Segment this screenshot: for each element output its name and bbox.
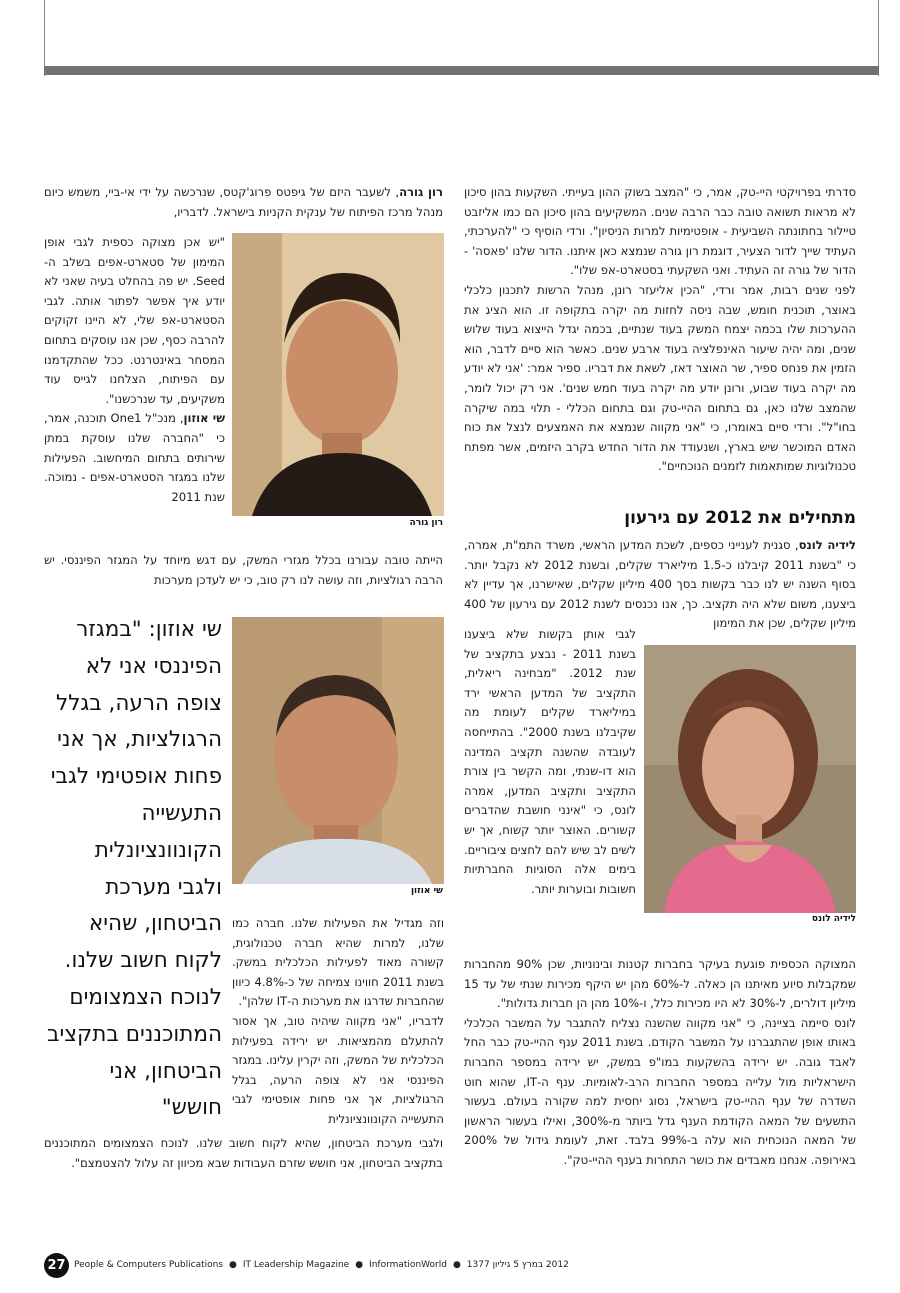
- footer-brand: InformationWorld: [369, 1260, 447, 1270]
- paragraph: המצוקה הכספית פוגעת בעיקר בחברות קטנות ובינוניות, שכן 90% מהחברות שמקבלות סיוע מאיתנו הן כאלה. ל-60% מהן יש היקף מכירות שנתי של עד 15 מיליון דולרים, ל-30% לא היו מכירות כלל, ו-10% מהן הן חברות גדולות".: [464, 957, 856, 1011]
- paragraph: ולגבי מערכת הביטחון, שהיא לקוח חשוב שלנו. לנוכח הצמצומים המתוכננים בתקציב הביטחון, אני חושש שזרם העבודות שבא מכיוון זה עלול להצטמצם".: [44, 1136, 443, 1170]
- lydia-narrow-column: [464, 625, 636, 899]
- pull-quote: שי אוזון: "במגזר הפיננסי אני לא צופה הרעה, בגלל הרגולציות, אך אני פחות אופטימי לגבי התעשייה הקונוונציונלית ולגבי מערכת הביטחון, שהיא לקוח חשוב שלנו. לנוכח הצמצומים המתוכננים בתקציב הביטחון, אני חושש": [47, 617, 222, 1121]
- lydia-lead-paragraph: [464, 536, 856, 634]
- paragraph-text: , לשעבר היזם של גיפטס פרוג'קטס, שנרכשה על ידי אי-ביי, משמש כיום מנהל מרכז הפיתוח של ענקית הקניות בישראל. לדבריו,: [44, 185, 443, 219]
- paragraph: הייתה טובה עבורנו בכלל מגזרי המשק, עם דגש מיוחד על המגזר הפיננסי. יש הרבה רגולציות, וזה עושה לנו רק טוב, כי יש לעדכן מערכות: [44, 553, 443, 587]
- page-footer: [44, 1252, 879, 1278]
- paragraph: לדבריו, "אני מקווה שיהיה טוב, אך אסור להתעלם מהמציאות. יש ירידה בפעילות הכלכלית של המשק, וזה יקרין עלינו. במגזר הפיננסי אני לא צופה הרעה, בגלל הרגולציות, אך אני פחות אופטימי לגבי התעשייה הקונוונציונלית: [232, 1013, 444, 1126]
- ron-narrow-column: [44, 233, 225, 507]
- ron-lead-paragraph: [44, 183, 443, 222]
- caption-shai: שי אוזון: [410, 886, 443, 896]
- paragraph-text: , סגנית לענייני כספים, לשכת המדען הראשי, משרד התמ"ת, אמרה, כי "בשנת 2011 קיבלנו כ-1.5 מיליארד שקלים, ובשנת 2012 לא נקבל יותר. בסוף השנה יש לנו כבר בקשות בסך 400 מיליון שקלים, שאישרנו, אך עדיין לא ביצענו, משום שלא היה תקציב. כך, אנו נכנסים לשנת 2012 עם גירעון של 400 מיליון שקלים, שכן את המימון: [464, 538, 856, 631]
- portrait-shai: [232, 617, 444, 884]
- photo-ron-gura: [232, 233, 444, 516]
- page-frame-left: [44, 0, 45, 76]
- section-heading: מתחילים את 2012 עם גירעון: [624, 508, 856, 528]
- paragraph-text: , מנכ"ל One1 תוכנה, אמר, כי "החברה שלנו עוסקת במתן שירותים בתחום המיחשוב. הפעילות שלנו במגזר הסטארט-אפים - נמוכה. שנת 2011: [44, 411, 225, 504]
- separator-dot: ●: [229, 1260, 237, 1270]
- right-column-top: [464, 183, 856, 477]
- portrait-ron: [232, 233, 444, 516]
- caption-ron: רון גורה: [409, 518, 443, 528]
- shai-bottom-paragraph: [44, 1134, 443, 1173]
- speaker-name: רון גורה: [399, 185, 443, 199]
- footer-issue: 2012 במרץ 5 גיליון 1377: [466, 1260, 569, 1270]
- speaker-name: שי אוזון: [183, 411, 225, 426]
- paragraph: לגבי אותן בקשות שלא ביצענו בשנת 2011 - נבצע בתקציב של שנת 2012. "מבחינה ריאלית, התקציב של המדען הראשי ירד במיליארד שקלים לעומת מה שקיבלנו בשנת 2000". בהתייחסה לעובדה שהשנה תקציב המדינה הוא דו-שנתי, ומה הקשר בין צורת התקציב ותקציב המדען, אמרה לונס, כי "אינני חושבת שהדברים קשורים. האוצר יותר קשוח, אך יש לשים לב שיש להם לחצים ציבוריים. בימים אלה הסוגיות החברתיות חשובות ובוערות יותר.: [464, 627, 636, 896]
- header-bar: [44, 66, 879, 75]
- paragraph: לפני שנים רבות, אמר ורדי, "הכין אליעזר רונן, מנהל הרשות לתכנון כלכלי באוצר, תוכנית חומש, שבה ניסה לחזות מה יקרה בתקופה זו. הוא הציג את ההערכות שלו בכמה יצמח המשק בעוד שנתיים, בכמה יגדל הייצוא בעוד שלוש שנים, ומה יהיה שיעור האינפלציה בעוד ארבע שנים. כאשר הוא סיים לדבר, הוא הזמין את פנחס ספיר, שר האוצר דאז, לשאת את דבריו. ספיר אמר: 'אני לא יודע מה יקרה בעוד שבוע, ורונן יודע מה יקרה בעוד חמש שנים'. אני רק יכול לומר, שהמצב שלנו כאן, גם בתחום ההיי-טק וגם בתחום הכללי - תלוי במה שיקרה בחו"ל". ורדי סיים באומרו, כי "אני מקווה שנמצא את האמצעים לנצל את כוח האדם המוכשר שיש בארץ, ושנעודד את הדור החדש בקרב היזמים, אשר מפתח טכנולוגיות שמותאמות לזמנים הנוכחיים".: [464, 282, 856, 474]
- footer-magazine: IT Leadership Magazine: [242, 1260, 350, 1270]
- separator-dot: ●: [355, 1260, 364, 1270]
- separator-dot: ●: [452, 1260, 461, 1270]
- caption-lydia: לידיה לונס: [811, 914, 856, 924]
- speaker-name: לידיה לונס: [798, 538, 856, 552]
- photo-shai-ozon: [232, 617, 444, 884]
- shai-wide-paragraph: [44, 551, 443, 590]
- shai-narrow-column: [232, 914, 444, 1130]
- paragraph: לונס סיימה בציינה, כי "אני מקווה שהשנה נצליח להתגבר על המשבר הכלכלי באותו אופן שהתגברנו על המשבר הקודם. בשנת 2011 ענף ההיי-טק כבר החל לאבד גובה. יש ירידה בהשקעות במו"פ במשק, יש ירידה במספר החברות הישראליות מול עלייה במספר החברות הרב-לאומיות. ענף ה-IT, שהוא חוט השדרה של ענף ההיי-טק בישראל, נסוג יחסית למה שקורה בעולם. בעשור התשעים של המאה הקודמת הענף גדל ביותר מ-300%, ואילו בעשור הראשון של המאה הנוכחית הוא עלה ב-99% בלבד. זאת, לעומת גידול של 200% באירופה. אנחנו מאבדים את כושר התחרות בענף ההיי-טק".: [464, 1015, 856, 1167]
- photo-lydia-lunes: [644, 645, 856, 913]
- page-number: 27: [44, 1253, 69, 1278]
- portrait-lydia: [644, 645, 856, 913]
- lydia-wide-paragraphs: [464, 955, 856, 1171]
- paragraph: "יש אכן מצוקה כספית לגבי אופן המימון של סטארט-אפים בשלב ה-Seed. יש פה בהחלט בעיה שאני לא יודע איך אפשר לפתור אותה. לגבי הסטארט-אפ שלי, לא היינו זקוקים להרבה כסף, שכן אנו עוסקים בתחום המסחר באינטרנט. ככל שהתקדמנו עם הפיתוח, הצלחנו לגייס עוד משקיעים, עד שנרכשנו".: [44, 235, 225, 406]
- page-frame-right: [878, 0, 879, 76]
- paragraph: וזה מגדיל את הפעילות שלנו. חברה כמו שלנו, למרות שהיא חברה טכנולוגית, קשורה מאוד לפעילות הכלכלית במשק. בשנת 2011 חווינו צמיחה של כ-4.8% כיוון שהחברות שדרגו את מערכות ה-IT שלהן".: [232, 916, 444, 1009]
- paragraph: סדרתי בפרויקטי היי-טק, אמר, כי "המצב בשוק ההון בעייתי. השקעות בהון סיכון לא מראות תשואה טובה כבר הרבה שנים. המשקיעים בהון סיכון הם כמו אליזבט טיילור בחתונתה השביעית - אופטימיות למרות הניסיון". ורדי הוסיף כי "להערכתי, העתיד שייך לדור הצעיר, דוגמת רון גורה שנמצא כאן איתנו. הדור שלנו 'פאסה' - הדור של גורה זה העתיד. ואני השקעתי בסטארט-אפ שלו".: [464, 185, 856, 278]
- footer-publisher: People & Computers Publications: [74, 1260, 224, 1270]
